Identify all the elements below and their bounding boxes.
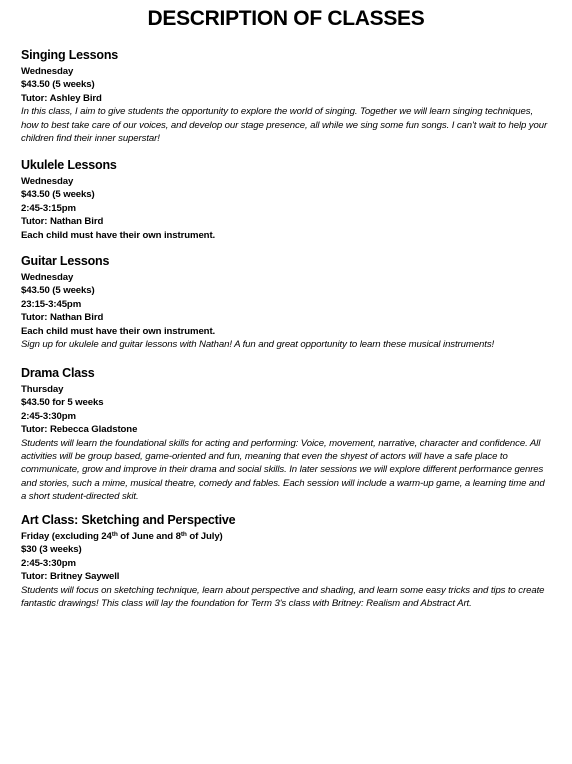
class-name: Drama Class [21,366,95,380]
class-price: $43.50 for 5 weeks [21,397,104,409]
class-price: $30 (3 weeks) [21,544,82,556]
class-description: Students will focus on sketching technique, learn about perspective and shading, and learn some easy tricks and tips to create fantastic drawings! This class will lay the foundation for Term 3's class with Britney: Realism and Abstract Art. [21,584,545,610]
class-note: Each child must have their own instrument. [21,229,216,241]
class-section-singing [21,48,551,145]
class-section-ukulele [21,158,551,242]
class-name: Art Class: Sketching and Perspective [21,513,236,527]
class-name: Singing Lessons [21,48,119,62]
class-tutor: Tutor: Britney Saywell [21,571,120,583]
class-price: $43.50 (5 weeks) [21,285,95,297]
class-day-part: of July) [186,531,223,542]
class-tutor: Tutor: Nathan Bird [21,312,104,324]
class-time: 2:45-3:30pm [21,557,76,569]
class-day: Wednesday [21,176,74,187]
class-description: In this class, I aim to give students the opportunity to explore the world of singing. Together we will learn singing techniques, how to best take care of our voices, and develop our stage presence, all while we sing some fun songs. I can't wait to help your children find their inner superstar! [21,106,548,145]
class-section-art [21,513,551,610]
class-name: Ukulele Lessons [21,158,117,172]
class-time: 2:45-3:30pm [21,410,76,422]
class-tutor: Tutor: Ashley Bird [21,92,102,104]
class-time: 2:45-3:15pm [21,202,76,214]
class-section-drama [21,366,551,504]
ordinal-suffix: th [111,531,118,538]
class-tutor: Tutor: Nathan Bird [21,216,104,228]
class-day [21,530,551,543]
class-time: 23:15-3:45pm [21,298,82,310]
class-note: Each child must have their own instrument. [21,325,216,337]
class-name: Guitar Lessons [21,254,110,268]
class-tutor: Tutor: Rebecca Gladstone [21,424,138,436]
class-day-part: of June and 8 [117,531,181,542]
class-description: Sign up for ukulele and guitar lessons with Nathan! A fun and great opportunity to learn these musical instruments! [21,339,495,351]
class-price: $43.50 (5 weeks) [21,189,95,201]
class-day: Wednesday [21,272,74,283]
class-day-part: Friday (excluding 24 [21,531,112,542]
class-day: Thursday [21,384,64,395]
class-section-guitar [21,254,551,351]
class-price: $43.50 (5 weeks) [21,79,95,91]
class-description: Students will learn the foundational skills for acting and performing: Voice, movement, narrative, character and confidence. All activities will be group based, game-oriented and fun, meaning that even the shyest of actors will have a safe place to communicate, grow and improve in their drama and social skills. In later sessions we will explore different performance genres and stories, such a mime, musical theatre, comedy and fables. Each session will include a warm-up game, a learning time and a short student-directed skit. [21,437,545,503]
ordinal-suffix: th [180,531,187,538]
page-title: DESCRIPTION OF CLASSES [147,7,425,30]
class-day: Wednesday [21,66,74,77]
